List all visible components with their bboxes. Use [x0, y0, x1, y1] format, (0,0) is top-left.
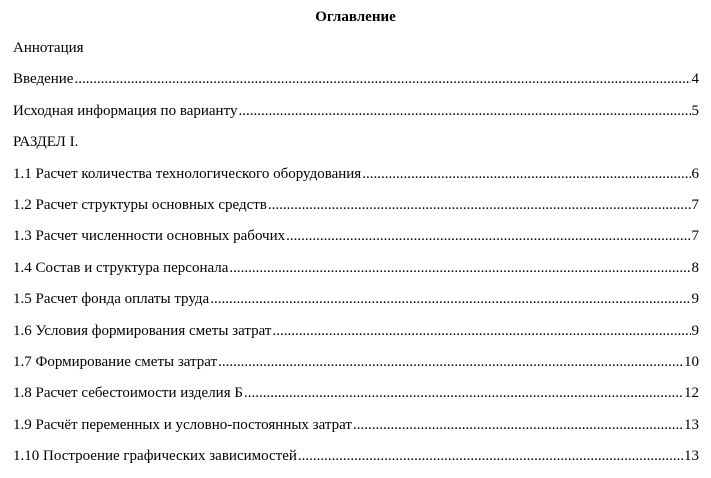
toc-entry-1-6: [13, 322, 699, 353]
toc-leader-dots: [272, 322, 690, 340]
toc-leader-dots: [298, 447, 683, 465]
toc-section-heading: [13, 133, 699, 164]
toc-page-number: 5: [691, 102, 699, 119]
toc-leader-dots: [362, 165, 690, 183]
toc-entry-text: 1.6 Условия формирования сметы затрат: [13, 322, 272, 339]
toc-entry-text: 1.3 Расчет численности основных рабочих: [13, 228, 286, 245]
toc-entry-text: Аннотация: [13, 40, 84, 56]
toc-entry-text: 1.1 Расчет количества технологического оборудования: [13, 165, 362, 182]
toc-page-number: 9: [691, 322, 699, 339]
toc-entry-text: РАЗДЕЛ I.: [13, 134, 79, 151]
toc-entry-text: 1.10 Построение графических зависимостей: [13, 448, 297, 465]
toc-entry-text: Исходная информация по варианту: [13, 102, 238, 119]
toc-page-number: 7: [691, 196, 699, 213]
toc-entry-1-9: [13, 416, 699, 447]
toc-leader-dots: [286, 227, 690, 245]
toc-leader-dots: [229, 259, 690, 277]
toc-entry-text: 1.5 Расчет фонда оплаты труда: [13, 291, 210, 308]
toc-entry-annotation: [13, 39, 699, 70]
toc-entry-text: 1.8 Расчет себестоимости изделия Б: [13, 385, 243, 402]
toc-leader-dots: [238, 102, 690, 120]
toc-page-number: 12: [684, 385, 699, 402]
toc-entry-1-3: [13, 227, 699, 258]
toc-page-number: 4: [691, 71, 699, 88]
toc-entry-1-7: [13, 353, 699, 384]
toc-entry-1-10: [13, 447, 699, 478]
toc-entry-text: 1.2 Расчет структуры основных средств: [13, 196, 267, 213]
toc-entry-introduction: [13, 70, 699, 101]
toc-page-number: 13: [684, 416, 699, 433]
toc-page-number: 9: [691, 291, 699, 308]
page-title: Оглавление: [315, 9, 396, 25]
toc-page-number: 6: [691, 165, 699, 182]
toc-entry-text: 1.7 Формирование сметы затрат: [13, 353, 218, 370]
toc-page-number: 8: [691, 259, 699, 276]
toc-page-number: 13: [684, 448, 699, 465]
toc-page-number: 10: [684, 353, 699, 370]
toc-entry-text: 1.9 Расчёт переменных и условно-постоянных затрат: [13, 416, 352, 433]
toc-page-number: 7: [691, 228, 699, 245]
toc-leader-dots: [210, 290, 690, 308]
toc-entry-text: Введение: [13, 71, 74, 88]
toc-entry-text: 1.4 Состав и структура персонала: [13, 259, 229, 276]
toc-entry-1-4: [13, 259, 699, 290]
toc-leader-dots: [244, 384, 683, 402]
toc-leader-dots: [268, 196, 691, 214]
toc-entry-source-info: [13, 102, 699, 133]
toc-leader-dots: [74, 70, 690, 88]
toc-entry-1-5: [13, 290, 699, 321]
toc-entry-1-1: [13, 165, 699, 196]
toc-entry-1-8: [13, 384, 699, 415]
toc-entry-1-2: [13, 196, 699, 227]
toc-leader-dots: [218, 353, 683, 371]
toc-leader-dots: [353, 416, 683, 434]
table-of-contents: [13, 39, 699, 478]
